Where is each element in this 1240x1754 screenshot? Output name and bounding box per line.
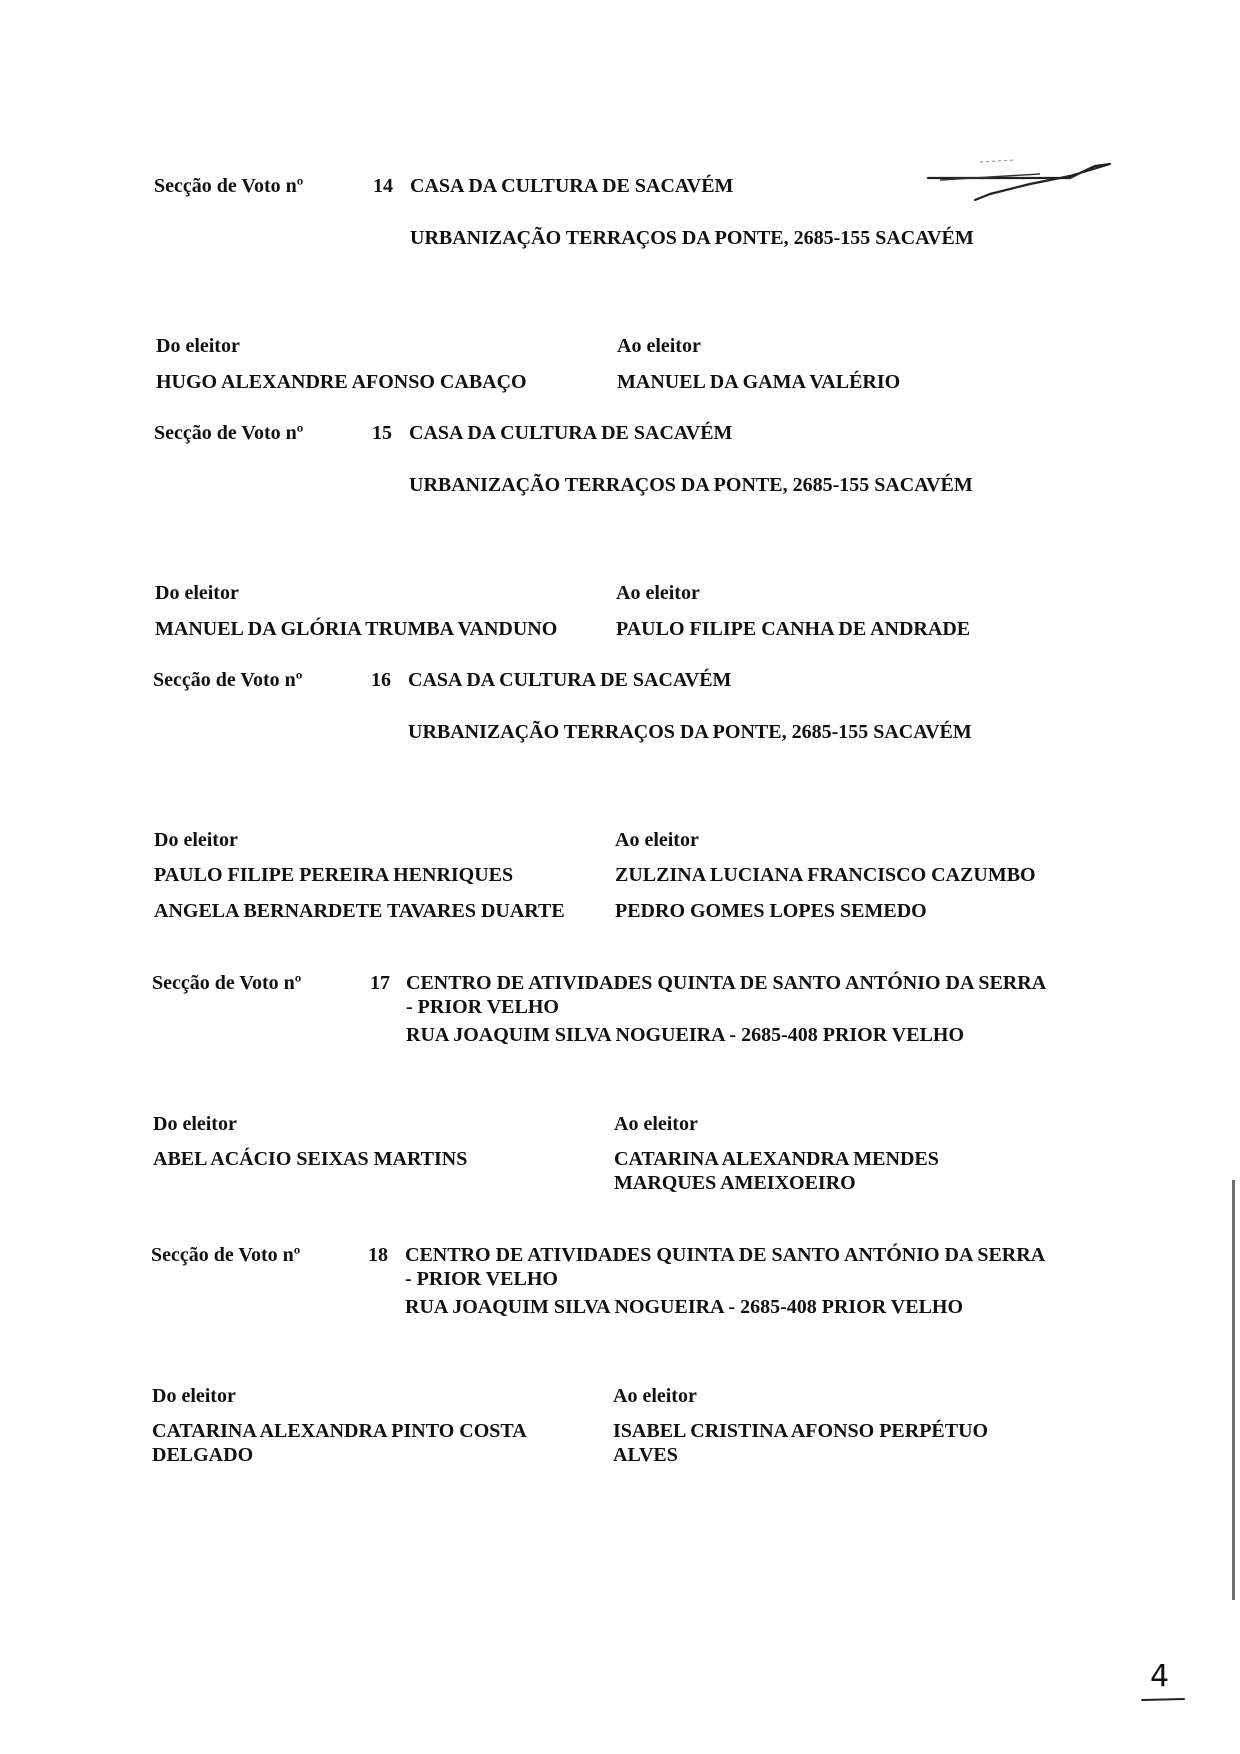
section-label: Secção de Voto nº — [151, 1244, 301, 1266]
from-voter-name: PAULO FILIPE PEREIRA HENRIQUES — [154, 864, 514, 886]
to-voter-header: Ao eleitor — [615, 829, 699, 851]
to-voter-name: CATARINA ALEXANDRA MENDES MARQUES AMEIXOEIRO — [614, 1148, 939, 1194]
to-voter-name: MANUEL DA GAMA VALÉRIO — [617, 371, 901, 393]
section-number: 17 — [370, 972, 390, 994]
section-address: URBANIZAÇÃO TERRAÇOS DA PONTE, 2685-155 SACAVÉM — [409, 474, 973, 496]
page-number-underline-icon — [1140, 1660, 1190, 1710]
section-label: Secção de Voto nº — [152, 972, 302, 994]
section-number: 15 — [372, 422, 392, 444]
section-number: 14 — [373, 175, 393, 197]
from-voter-name: MANUEL DA GLÓRIA TRUMBA VANDUNO — [155, 618, 558, 640]
from-voter-name: ANGELA BERNARDETE TAVARES DUARTE — [154, 900, 565, 922]
from-voter-header: Do eleitor — [154, 829, 238, 851]
section-number: 18 — [368, 1244, 388, 1266]
from-voter-header: Do eleitor — [152, 1385, 236, 1407]
section-venue: CENTRO DE ATIVIDADES QUINTA DE SANTO ANTÓNIO DA SERRA - PRIOR VELHO — [405, 1244, 1045, 1290]
section-venue: CASA DA CULTURA DE SACAVÉM — [410, 175, 734, 197]
section-address: URBANIZAÇÃO TERRAÇOS DA PONTE, 2685-155 SACAVÉM — [410, 227, 974, 249]
to-voter-name: ZULZINA LUCIANA FRANCISCO CAZUMBO — [615, 864, 1036, 886]
to-voter-name: PEDRO GOMES LOPES SEMEDO — [615, 900, 927, 922]
from-voter-name: HUGO ALEXANDRE AFONSO CABAÇO — [156, 371, 527, 393]
to-voter-name: ISABEL CRISTINA AFONSO PERPÉTUO ALVES — [613, 1420, 989, 1466]
from-voter-header: Do eleitor — [155, 582, 239, 604]
section-address: URBANIZAÇÃO TERRAÇOS DA PONTE, 2685-155 SACAVÉM — [408, 721, 972, 743]
section-label: Secção de Voto nº — [154, 175, 304, 197]
to-voter-header: Ao eleitor — [616, 582, 700, 604]
section-venue: CENTRO DE ATIVIDADES QUINTA DE SANTO ANTÓNIO DA SERRA - PRIOR VELHO — [406, 972, 1046, 1018]
scan-edge-line — [1232, 1180, 1235, 1600]
from-voter-name: ABEL ACÁCIO SEIXAS MARTINS — [153, 1148, 468, 1170]
section-venue: CASA DA CULTURA DE SACAVÉM — [409, 422, 733, 444]
page-number-text: 4 — [1150, 1659, 1170, 1694]
to-voter-header: Ao eleitor — [613, 1385, 697, 1407]
from-voter-name: CATARINA ALEXANDRA PINTO COSTA DELGADO — [152, 1420, 526, 1466]
section-venue: CASA DA CULTURA DE SACAVÉM — [408, 669, 732, 691]
section-number: 16 — [371, 669, 391, 691]
section-address: RUA JOAQUIM SILVA NOGUEIRA - 2685-408 PRIOR VELHO — [406, 1024, 965, 1046]
to-voter-header: Ao eleitor — [617, 335, 701, 357]
to-voter-name: PAULO FILIPE CANHA DE ANDRADE — [616, 618, 971, 640]
page-number — [1140, 1660, 1190, 1710]
from-voter-header: Do eleitor — [153, 1113, 237, 1135]
to-voter-header: Ao eleitor — [614, 1113, 698, 1135]
section-label: Secção de Voto nº — [153, 669, 303, 691]
from-voter-header: Do eleitor — [156, 335, 240, 357]
section-label: Secção de Voto nº — [154, 422, 304, 444]
section-address: RUA JOAQUIM SILVA NOGUEIRA - 2685-408 PRIOR VELHO — [405, 1296, 964, 1318]
